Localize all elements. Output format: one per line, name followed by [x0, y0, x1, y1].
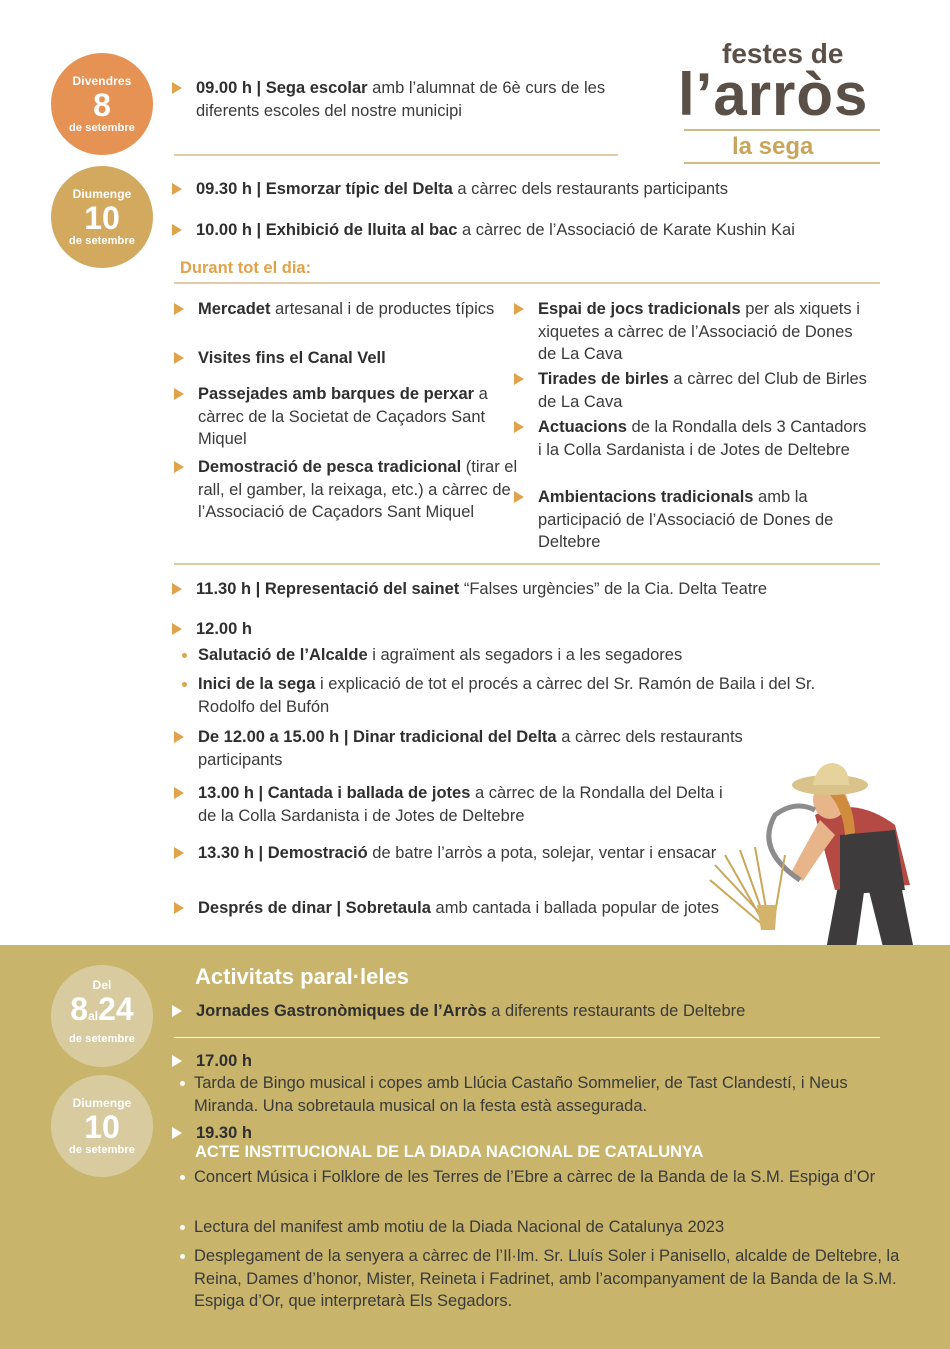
item-bold: 10.00 h | Exhibició de lluita al bac — [196, 221, 458, 239]
arrow-icon — [174, 902, 184, 914]
parallel-subitem-4 — [180, 1245, 909, 1313]
item-bold: Després de dinar | Sobretaula — [198, 899, 431, 917]
arrow-icon — [514, 303, 524, 315]
item-bold: Actuacions — [538, 418, 627, 436]
item-bold: Mercadet — [198, 300, 271, 318]
item-text: a càrrec dels restaurants participants — [198, 728, 743, 769]
allday-left-1 — [174, 298, 518, 321]
item-text: Concert Música i Folklore de les Terres de l’Ebre a càrrec de la Banda de la S.M. Espiga d’Or — [194, 1168, 876, 1186]
item-bold: 19.30 h — [196, 1124, 252, 1142]
arrow-icon — [172, 183, 182, 195]
sunday-item-4 — [172, 618, 796, 641]
item-bold: 17.00 h — [196, 1052, 252, 1070]
item-bold: 11.30 h | Representació del sainet — [196, 580, 460, 598]
item-text: a càrrec de la Societat de Caçadors Sant Miquel — [198, 385, 488, 448]
item-bold: 09.00 h | Sega escolar — [196, 79, 368, 97]
sunday-item-8 — [174, 897, 758, 920]
allday-right-3 — [514, 416, 868, 461]
bullet-icon — [182, 682, 187, 687]
divider — [174, 282, 880, 284]
item-bold: Tirades de birles — [538, 370, 669, 388]
item-text: Lectura del manifest amb motiu de la Diada Nacional de Catalunya 2023 — [194, 1218, 725, 1236]
item-bold: De 12.00 a 15.00 h | Dinar tradicional del Delta — [198, 728, 557, 746]
item-text: i explicació de tot el procés a càrrec del Sr. Ramón de Baila i del Sr. Rodolfo del Bufón — [198, 675, 816, 716]
bullet-icon — [180, 1225, 185, 1230]
arrow-icon — [174, 388, 184, 400]
range-prefix: Del — [92, 978, 112, 992]
item-bold: Visites fins el Canal Vell — [198, 349, 386, 367]
parallel-subitem-1 — [180, 1072, 904, 1117]
arrow-icon — [172, 224, 182, 236]
item-bold: Passejades amb barques de perxar — [198, 385, 475, 403]
arrow-icon — [172, 82, 182, 94]
weekday: Divendres — [72, 74, 132, 88]
arrow-icon — [172, 1005, 182, 1017]
arrow-icon — [514, 491, 524, 503]
arrow-icon — [174, 303, 184, 315]
arrow-icon — [174, 352, 184, 364]
date-circle-sunday — [51, 166, 153, 268]
parallel-item-2 — [172, 1050, 796, 1073]
arrow-icon — [172, 583, 182, 595]
item-text: a diferents restaurants de Deltebre — [486, 1002, 746, 1020]
month: de setembre — [69, 1033, 135, 1045]
item-bold: 09.30 h | Esmorzar típic del Delta — [196, 180, 453, 198]
divider — [174, 154, 618, 156]
date-circle-sunday-parallel — [51, 1075, 153, 1177]
item-bold: Inici de la sega — [198, 675, 316, 693]
sunday-item-2 — [172, 219, 916, 242]
item-text: a càrrec del Club de Birles de La Cava — [538, 370, 867, 411]
parallel-item-3 — [172, 1122, 796, 1145]
item-text: a càrrec de la Rondalla del Delta i de la Colla Sardanista i de Jotes de Deltebre — [198, 784, 723, 825]
item-bold: Jornades Gastronòmiques de l’Arròs — [196, 1002, 487, 1020]
allday-right-1 — [514, 298, 868, 366]
bullet-icon — [180, 1254, 185, 1259]
item-text: i agraïment als segadors i a les segadores — [367, 646, 683, 664]
logo-rule-top — [684, 129, 880, 131]
item-text: amb cantada i ballada popular de jotes — [430, 899, 719, 917]
sunday-subitem-1 — [174, 644, 858, 667]
sunday-item-5 — [174, 726, 758, 771]
range-from: 8 — [70, 991, 89, 1027]
institutional-title: ACTE INSTITUCIONAL DE LA DIADA NACIONAL DE CATALUNYA — [195, 1143, 704, 1161]
item-text: a càrrec de l’Associació de Karate Kushin Kai — [457, 221, 795, 239]
logo-rule-bottom — [684, 162, 880, 164]
month: de setembre — [69, 1144, 135, 1156]
item-text: Desplegament de la senyera a càrrec de l’Il·lm. Sr. Lluís Soler i Panisello, alcalde de Deltebre, la Reina, Dames d’honor, Mister, Reineta i Fadrinet, amb l’acompanyament de la Banda de la S.M. Espiga d’Or, que interpretarà Els Segadors. — [194, 1247, 900, 1310]
day: 10 — [84, 200, 120, 236]
date-circle-friday — [51, 53, 153, 155]
weekday: Diumenge — [72, 187, 132, 201]
item-text: a càrrec dels restaurants participants — [452, 180, 728, 198]
logo-line1: festes de — [722, 38, 844, 69]
date-circle-range — [51, 965, 153, 1067]
allday-left-4 — [174, 456, 528, 524]
item-text: (tirar el rall, el gamber, la reixaga, etc.) a càrrec de l’Associació de Caçadors Sant Miquel — [198, 458, 518, 521]
bullet-icon — [180, 1175, 185, 1180]
arrow-icon — [174, 787, 184, 799]
allday-left-3 — [174, 383, 518, 451]
allday-left-2 — [174, 347, 518, 370]
allday-right-4 — [514, 486, 878, 554]
parallel-subitem-2 — [180, 1166, 894, 1189]
item-text: de la Rondalla dels 3 Cantadors i la Colla Sardanista i de Jotes de Deltebre — [538, 418, 867, 459]
bullet-icon — [180, 1081, 185, 1086]
divider — [174, 1037, 880, 1038]
bullet-icon — [182, 653, 187, 658]
item-text: amb l’alumnat de 6è curs de les diferents escoles del nostre municipi — [196, 79, 606, 120]
arrow-icon — [174, 731, 184, 743]
arrow-icon — [172, 623, 182, 635]
item-bold: 12.00 h — [196, 620, 252, 638]
parallel-item-1 — [172, 1000, 916, 1023]
item-bold: Ambientacions tradicionals — [538, 488, 754, 506]
arrow-icon — [174, 461, 184, 473]
item-text: Tarda de Bingo musical i copes amb Llúcia Castaño Sommelier, de Tast Clandestí, i Neus Miranda. Una sobretaula musical on la festa està assegurada. — [194, 1074, 848, 1115]
sunday-item-6 — [174, 782, 738, 827]
parallel-heading: Activitats paral·leles — [195, 964, 409, 989]
arrow-icon — [514, 421, 524, 433]
item-text: amb la participació de l’Associació de Dones de Deltebre — [538, 488, 834, 551]
sunday-item-1 — [172, 178, 896, 201]
divider — [174, 563, 880, 565]
item-bold: Salutació de l’Alcalde — [198, 646, 368, 664]
arrow-icon — [172, 1127, 182, 1139]
arrow-icon — [172, 1055, 182, 1067]
farmer-illustration — [705, 755, 935, 955]
item-text: de batre l’arròs a pota, solejar, ventar i ensacar — [367, 844, 717, 862]
sunday-subitem-2 — [174, 673, 868, 718]
friday-item-1 — [172, 77, 666, 122]
item-text: artesanal i de productes típics — [270, 300, 495, 318]
item-text: per als xiquets i xiquetes a càrrec de l’Associació de Dones de La Cava — [538, 300, 860, 363]
item-bold: 13.00 h | Cantada i ballada de jotes — [198, 784, 471, 802]
item-bold: Demostració de pesca tradicional — [198, 458, 462, 476]
range-to: 24 — [98, 991, 134, 1027]
allday-right-2 — [514, 368, 868, 413]
month: de setembre — [69, 235, 135, 247]
day: 10 — [84, 1109, 120, 1145]
month: de setembre — [69, 122, 135, 134]
weekday: Diumenge — [72, 1096, 132, 1110]
arrow-icon — [174, 847, 184, 859]
range-al: al — [88, 1009, 99, 1023]
logo-line2: l’arròs — [678, 61, 869, 128]
day: 8 — [93, 87, 111, 123]
parallel-subitem-3 — [180, 1216, 894, 1239]
sunday-item-3 — [172, 578, 916, 601]
item-bold: 13.30 h | Demostració — [198, 844, 368, 862]
sunday-item-7 — [174, 842, 728, 865]
logo-line3: la sega — [732, 133, 814, 160]
arrow-icon — [514, 373, 524, 385]
allday-heading: Durant tot el dia: — [180, 259, 312, 277]
item-bold: Espai de jocs tradicionals — [538, 300, 741, 318]
item-text: “Falses urgències” de la Cia. Delta Teatre — [459, 580, 768, 598]
range-days — [51, 992, 153, 1033]
